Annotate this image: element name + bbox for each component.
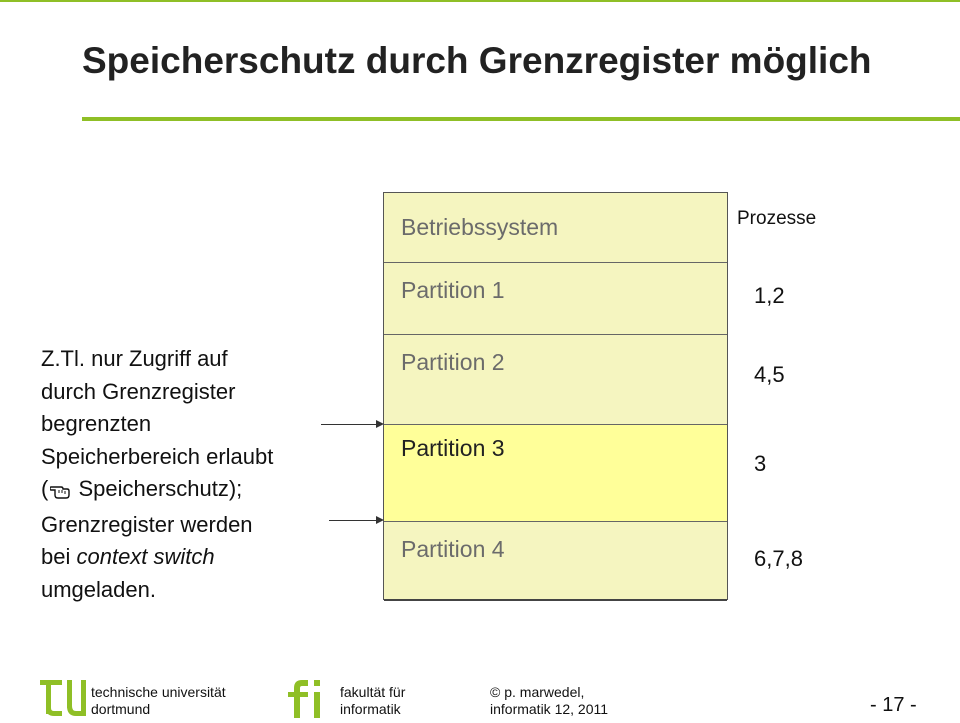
copyright-icon: © (490, 684, 501, 700)
footer (0, 660, 960, 720)
tu-logo-icon (40, 680, 88, 723)
memory-diagram (383, 192, 728, 600)
author-name: p. marwedel, (504, 684, 585, 700)
desc-paren: ( (41, 476, 49, 501)
desc-line-tail: Speicherschutz); (72, 476, 243, 501)
partition-label: Partition 3 (401, 435, 505, 461)
desc-line: durch Grenzregister (41, 378, 236, 404)
top-accent-line (0, 0, 960, 2)
desc-line (41, 473, 341, 509)
faculty-name (340, 684, 405, 718)
partition-3 (384, 425, 727, 522)
fi-logo-icon (286, 676, 326, 723)
partition-2 (384, 335, 727, 425)
partition-label: Betriebssystem (401, 214, 559, 240)
description-text (41, 343, 341, 606)
process-row-4: 6,7,8 (754, 546, 803, 571)
partition-label: Partition 2 (401, 349, 505, 375)
desc-line (41, 541, 341, 574)
desc-line: Speicherbereich erlaubt (41, 443, 274, 469)
arrow-line-lower (329, 520, 377, 521)
university-line: dortmund (91, 701, 151, 717)
page-title: Speicherschutz durch Grenzregister möglich (82, 40, 872, 81)
faculty-line: fakultät für (340, 684, 406, 700)
desc-line: begrenzten (41, 411, 152, 436)
author-line: informatik 12, 2011 (490, 701, 609, 717)
partition-os (384, 193, 727, 263)
desc-text: bei (41, 544, 77, 569)
faculty-line: informatik (340, 701, 401, 717)
page-number: - 17 - (870, 694, 917, 716)
arrow-line-upper (321, 424, 377, 425)
partition-4 (384, 522, 727, 601)
desc-line: Z.Tl. nur Zugriff auf (41, 346, 228, 371)
arrow-head-lower (376, 516, 384, 524)
university-line: technische universität (91, 684, 226, 700)
process-row-3: 3 (754, 451, 767, 476)
desc-line: umgeladen. (41, 576, 156, 602)
arrow-head-upper (376, 420, 384, 428)
university-name (91, 684, 226, 718)
author-credit (490, 684, 608, 718)
desc-line: Grenzregister werden (41, 511, 253, 537)
author-line (490, 684, 608, 701)
title-underline (82, 117, 960, 121)
process-row-2: 4,5 (754, 362, 785, 387)
pointing-hand-icon (50, 476, 70, 509)
desc-emphasis: context switch (76, 544, 215, 569)
processes-header: Prozesse (737, 208, 817, 229)
partition-1 (384, 263, 727, 335)
partition-label: Partition 1 (401, 277, 505, 303)
partition-label: Partition 4 (401, 536, 505, 562)
process-row-1: 1,2 (754, 283, 785, 308)
